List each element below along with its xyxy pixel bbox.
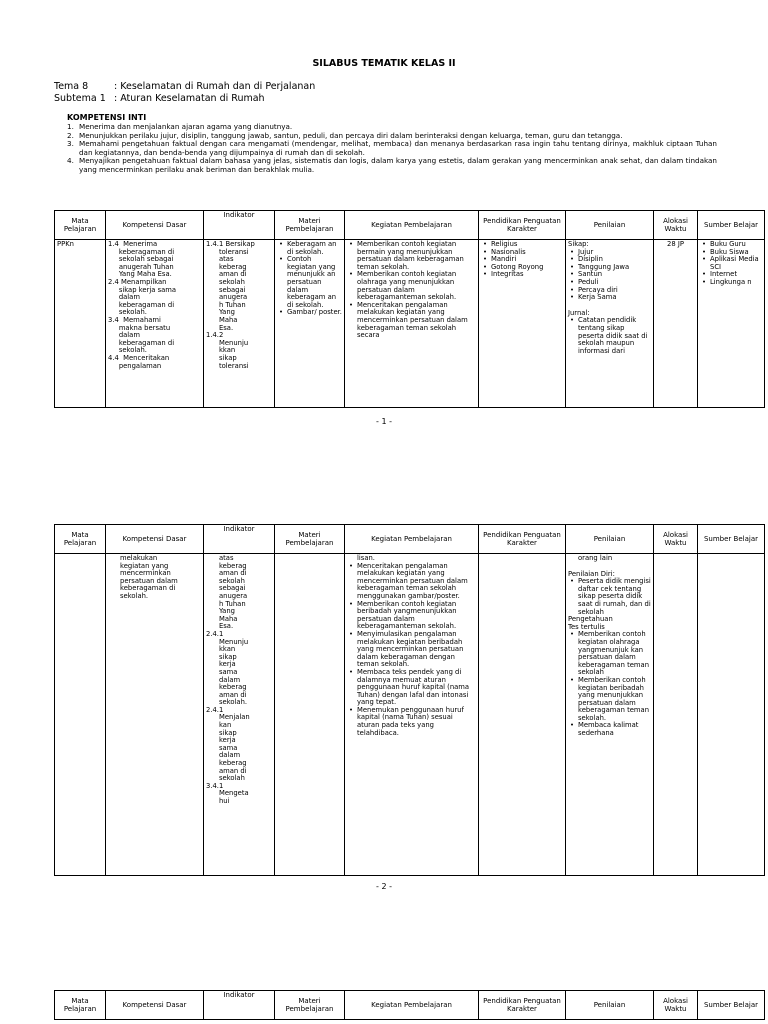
list-item: • Contoh kegiatan yang menunjukk an persatuan dalam keberagam an di sekolah. bbox=[287, 256, 342, 309]
cell-kegiatan bbox=[345, 554, 479, 876]
header-indikator: Indikator bbox=[204, 211, 275, 240]
cell-kd: melakukan kegiatan yang mencerminkan persatuan dalam keberagaman di sekolah. bbox=[106, 554, 204, 876]
cell-sumber bbox=[698, 240, 765, 408]
list-item: • Disiplin bbox=[578, 256, 651, 264]
ki-item: 2. Menunjukkan perilaku jujur, disiplin, tanggung jawab, santun, peduli, dan percaya diri dalam berinteraksi dengan keluarga, teman, guru dan tetangga. bbox=[67, 130, 623, 140]
header-sumber: Sumber Belajar bbox=[698, 525, 765, 554]
list-item: • Mandiri bbox=[491, 256, 563, 264]
table-header-row bbox=[55, 525, 765, 554]
list-item: • Membaca kalimat sederhana bbox=[578, 722, 651, 737]
header-kegiatan: Kegiatan Pembelajaran bbox=[345, 211, 479, 240]
header-sumber: Sumber Belajar bbox=[698, 991, 765, 1020]
cell-materi bbox=[275, 554, 345, 876]
ki-heading: KOMPETENSI INTI bbox=[67, 113, 147, 122]
header-indikator: Indikator bbox=[204, 525, 275, 554]
syllabus-table-page1 bbox=[54, 210, 765, 408]
list-item: • Memberikan contoh kegiatan olahraga yang menunjukkan persatuan dalam keberagamanteman sekolah. bbox=[357, 271, 476, 301]
list-item: • Jujur bbox=[578, 249, 651, 257]
header-penilaian: Penilaian bbox=[566, 211, 654, 240]
header-kegiatan: Kegiatan Pembelajaran bbox=[345, 991, 479, 1020]
ki-list bbox=[67, 123, 717, 175]
cell-penilaian bbox=[566, 554, 654, 876]
cell-kegiatan bbox=[345, 240, 479, 408]
list-item: • Membaca teks pendek yang di dalamnya memuat aturan penggunaan huruf kapital (nama Tuhan) dengan lafal dan intonasi yang tepat. bbox=[357, 669, 476, 707]
cell-alokasi bbox=[654, 554, 698, 876]
list-item: • Memberikan contoh kegiatan olahraga yangmenunjuk kan persatuan dalam keberagaman teman sekolah bbox=[578, 631, 651, 677]
header-penilaian: Penilaian bbox=[566, 525, 654, 554]
sikap-label: Sikap: bbox=[568, 240, 589, 248]
penilaian-diri-label: Penilaian Diri: bbox=[568, 569, 615, 578]
header-mapel: Mata Pelajaran bbox=[55, 525, 106, 554]
list-item: • Menceritakan pengalaman melakukan kegiatan yang mencerminkan persatuan dalam keberagaman teman sekolah menggunakan gambar/poster. bbox=[357, 563, 476, 601]
syllabus-table-page2 bbox=[54, 524, 765, 876]
list-item: • Gambar/ poster. bbox=[287, 309, 342, 317]
table-header-row bbox=[55, 211, 765, 240]
cell-materi bbox=[275, 240, 345, 408]
list-item: • Nasionalis bbox=[491, 249, 563, 257]
page-number: - 1 - bbox=[376, 417, 392, 426]
cell-indikator: atas keberag aman di sekolah sebagai anugera h Tuhan Yang Maha Esa. 2.4.1 Menunju kkan sikap kerja sama dalam keberag aman di sekolah. 2.4.1 Menjalan kan sikap kerja sama dalam keberag aman di sekolah 3.4.1 Mengeta hui bbox=[204, 554, 275, 876]
header-materi: Materi Pembelajaran bbox=[275, 211, 345, 240]
list-item: • Memberikan contoh kegiatan bermain yang menunjukkan persatuan dalam keberagaman teman sekolah. bbox=[357, 241, 476, 271]
penilaian-continued: orang lain bbox=[578, 554, 613, 562]
ki-item: 1. Menerima dan menjalankan ajaran agama yang dianutnya. bbox=[67, 122, 293, 131]
header-alokasi: Alokasi Waktu bbox=[654, 991, 698, 1020]
table-header-row bbox=[55, 991, 765, 1020]
list-item: • Aplikasi Media SCI bbox=[710, 256, 762, 271]
list-item: • Peduli bbox=[578, 279, 651, 287]
list-item: • Kerja Sama bbox=[578, 294, 651, 302]
document-title: SILABUS TEMATIK KELAS II bbox=[312, 58, 456, 69]
kegiatan-continued: lisan. bbox=[357, 554, 375, 562]
jurnal-label: Jurnal: bbox=[568, 308, 590, 317]
header-kd: Kompetensi Dasar bbox=[106, 525, 204, 554]
header-ppk: Pendidikan Penguatan Karakter bbox=[479, 525, 566, 554]
cell-sumber bbox=[698, 554, 765, 876]
syllabus-table-page3 bbox=[54, 990, 765, 1020]
tema-label: Tema 8 bbox=[54, 81, 89, 92]
ki-item: 4. Menyajikan pengetahuan faktual dalam bahasa yang jelas, sistematis dan logis, dalam karya yang estetis, dalam gerakan yang mencerminkan anak sehat, dan dalam tindakan yang mencerminkan perilaku anak beriman dan berakhlak mulia. bbox=[67, 156, 717, 174]
list-item: • Menceritakan pengalaman melakukan kegiatan yang mencerminkan persatuan dalam keberagaman teman sekolah secara bbox=[357, 302, 476, 340]
list-item: • Memberikan contoh kegiatan beribadah yangmenunjukkan persatuan dalam keberagamanteman sekolah. bbox=[357, 601, 476, 631]
ki-item: 3. Memahami pengetahuan faktual dengan cara mengamati (mendengar, melihat, membaca) dan menanya berdasarkan rasa ingin tahu tentang dirinya, makhluk ciptaan Tuhan dan kegiatannya, dan benda-benda yang dijumpainya di rumah dan di sekolah. bbox=[67, 139, 717, 157]
cell-kd: 1.4 Menerima keberagaman di sekolah sebagai anugerah Tuhan Yang Maha Esa. 2.4 Menampilkan sikap kerja sama dalam keberagaman di sekolah. 3.4 Memahami makna bersatu dalam keberagaman di sekolah. 4.4 Menceritakan pengalaman bbox=[106, 240, 204, 408]
subtema-label: Subtema 1 bbox=[54, 93, 106, 104]
header-alokasi: Alokasi Waktu bbox=[654, 211, 698, 240]
header-materi: Materi Pembelajaran bbox=[275, 991, 345, 1020]
header-ppk: Pendidikan Penguatan Karakter bbox=[479, 991, 566, 1020]
tema-line bbox=[54, 81, 315, 93]
list-item: • Integritas bbox=[491, 271, 563, 279]
cell-ppk bbox=[479, 240, 566, 408]
list-item: • Menemukan penggunaan huruf kapital (nama Tuhan) sesuai aturan pada teks yang telahdibaca. bbox=[357, 707, 476, 737]
list-item: • Santun bbox=[578, 271, 651, 279]
cell-indikator: 1.4.1 Bersikap toleransi atas keberag aman di sekolah sebagai anugera h Tuhan Yang Maha Esa. 1.4.2 Menunju kkan sikap toleransi bbox=[204, 240, 275, 408]
list-item: • Lingkunga n bbox=[710, 279, 762, 287]
header-kd: Kompetensi Dasar bbox=[106, 211, 204, 240]
header-ppk: Pendidikan Penguatan Karakter bbox=[479, 211, 566, 240]
list-item: • Keberagam an di sekolah. bbox=[287, 241, 342, 256]
list-item: • Gotong Royong bbox=[491, 264, 563, 272]
cell-ppk bbox=[479, 554, 566, 876]
list-item: • Peserta didik mengisi daftar cek tentang sikap peserta didik saat di rumah, dan di sekolah bbox=[578, 578, 651, 616]
cell-mapel bbox=[55, 554, 106, 876]
header-materi: Materi Pembelajaran bbox=[275, 525, 345, 554]
header-alokasi: Alokasi Waktu bbox=[654, 525, 698, 554]
list-item: • Percaya diri bbox=[578, 287, 651, 295]
list-item: • Catatan pendidik tentang sikap peserta didik saat di sekolah maupun informasi dari bbox=[578, 317, 651, 355]
header-penilaian: Penilaian bbox=[566, 991, 654, 1020]
subtema-value: : Aturan Keselamatan di Rumah bbox=[114, 93, 265, 104]
list-item: • Tanggung Jawa bbox=[578, 264, 651, 272]
subtema-line bbox=[54, 93, 265, 105]
list-item: • Memberikan contoh kegiatan beribadah yang menunjukkan persatuan dalam keberagaman teman sekolah. bbox=[578, 677, 651, 723]
pengetahuan-label: Pengetahuan Tes tertulis bbox=[568, 615, 613, 631]
header-kd: Kompetensi Dasar bbox=[106, 991, 204, 1020]
page-number: - 2 - bbox=[376, 882, 392, 891]
header-indikator: Indikator bbox=[204, 991, 275, 1020]
header-mapel: Mata Pelajaran bbox=[55, 211, 106, 240]
cell-penilaian bbox=[566, 240, 654, 408]
table-row bbox=[55, 240, 765, 408]
list-item: • Buku Siswa bbox=[710, 249, 762, 257]
list-item: • Buku Guru bbox=[710, 241, 762, 249]
list-item: • Religius bbox=[491, 241, 563, 249]
cell-mapel: PPKn bbox=[55, 240, 106, 408]
header-kegiatan: Kegiatan Pembelajaran bbox=[345, 525, 479, 554]
list-item: • Internet bbox=[710, 271, 762, 279]
header-sumber: Sumber Belajar bbox=[698, 211, 765, 240]
table-row bbox=[55, 554, 765, 876]
header-mapel: Mata Pelajaran bbox=[55, 991, 106, 1020]
cell-alokasi: 28 JP bbox=[654, 240, 698, 408]
tema-value: : Keselamatan di Rumah dan di Perjalanan bbox=[114, 81, 316, 92]
list-item: • Menyimulasikan pengalaman melakukan kegiatan beribadah yang mencerminkan persatuan dalam keberagaman dengan teman sekolah. bbox=[357, 631, 476, 669]
